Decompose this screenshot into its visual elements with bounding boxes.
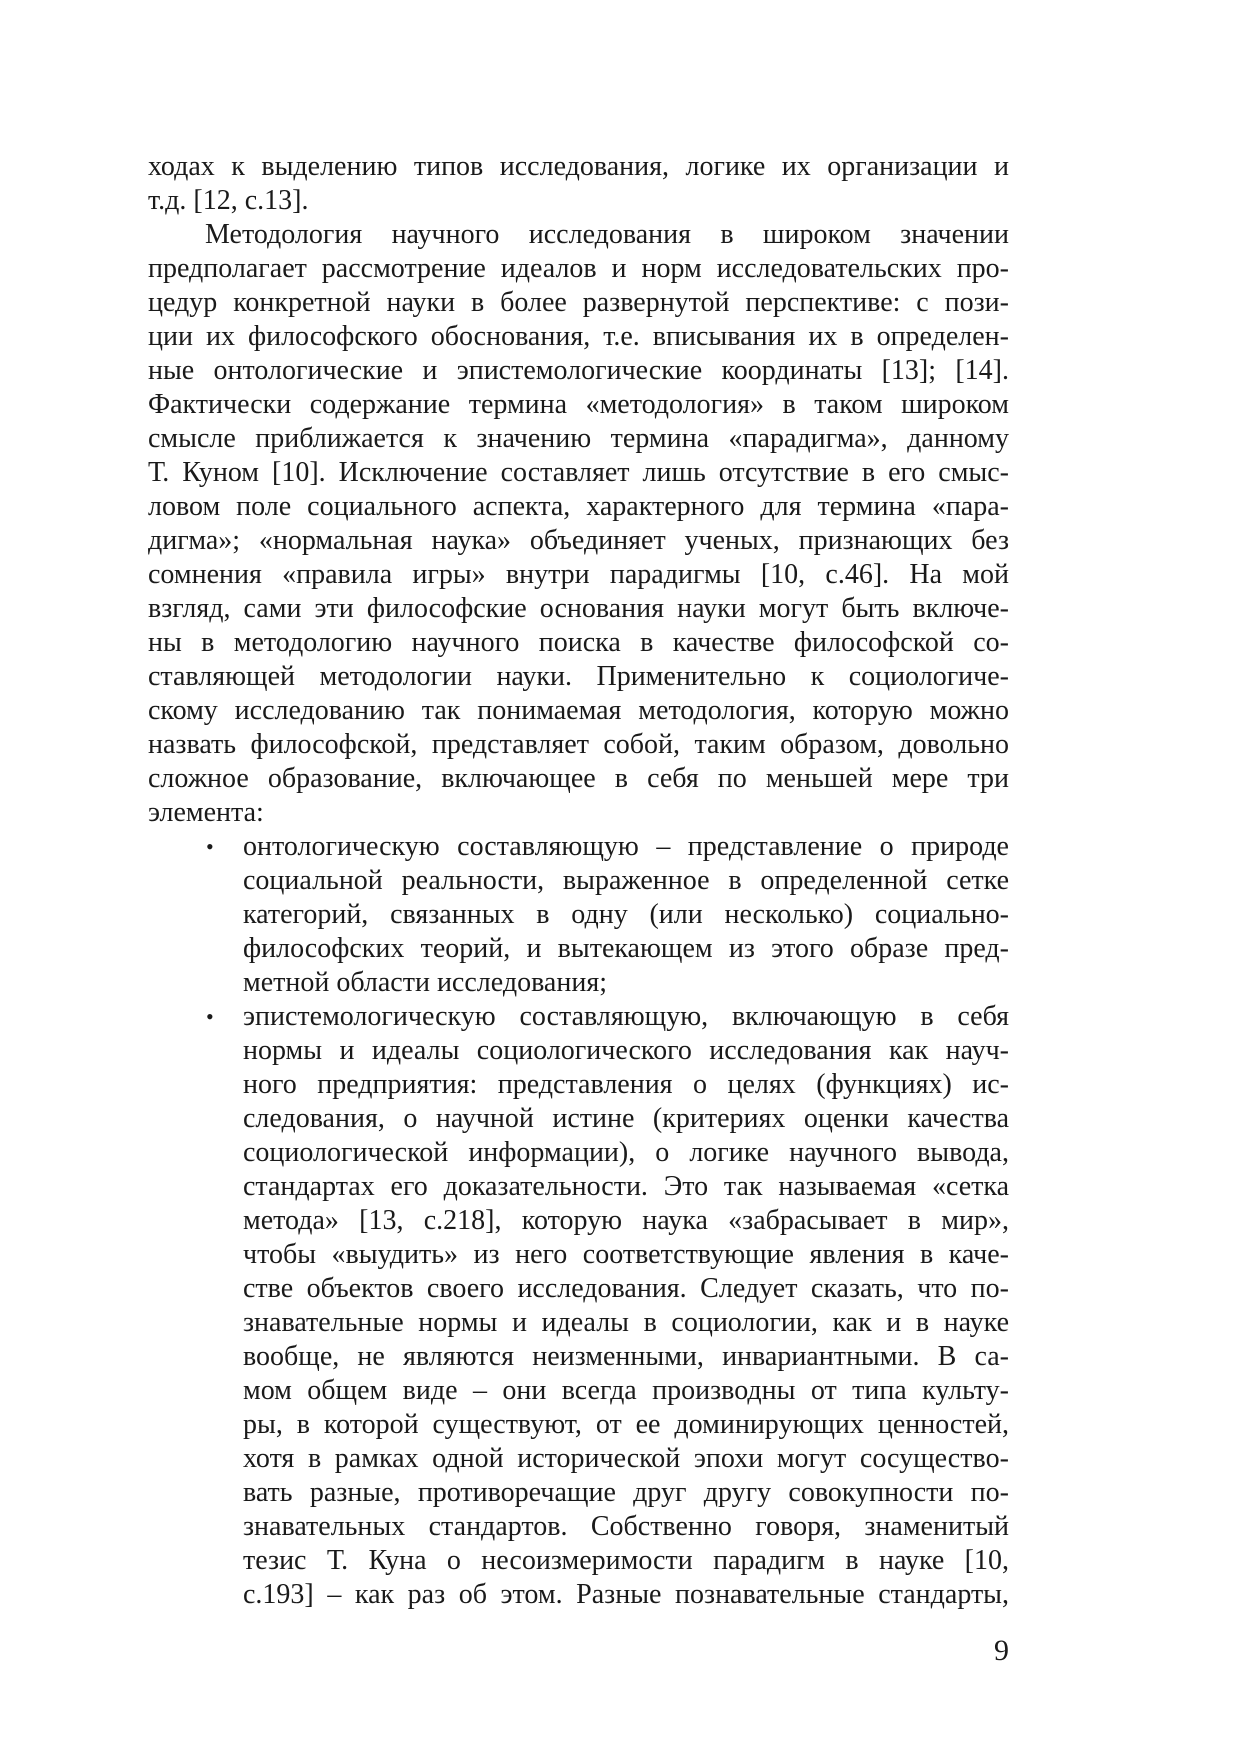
text-line: взгляд, сами эти философские основания науки могут быть включе- [148, 593, 1009, 624]
paragraph-continuation [148, 150, 1009, 218]
text-line: знавательных стандартов. Собственно говоря, знаменитый [243, 1511, 1009, 1542]
text-line: смысле приближается к значению термина «парадигма», данному [148, 423, 1009, 454]
text-line: Т. Куном [10]. Исключение составляет лишь отсутствие в его смыс- [148, 457, 1009, 488]
text-line: с.193] – как раз об этом. Разные познавательные стандарты, [243, 1579, 1009, 1610]
list-item-ontological [148, 830, 1009, 1000]
text-line: ного предприятия: представления о целях (функциях) ис- [243, 1069, 1009, 1100]
text-line: метода» [13, с.218], которую наука «забрасывает в мир», [243, 1205, 1009, 1236]
text-line: ходах к выделению типов исследования, логике их организации и [148, 151, 1009, 182]
text-line: метной области исследования; [243, 967, 607, 998]
text-line: тезис Т. Куна о несоизмеримости парадигм в науке [10, [243, 1545, 1009, 1576]
text-line: ры, в которой существуют, от ее доминирующих ценностей, [243, 1409, 1009, 1440]
text-line: чтобы «выудить» из него соответствующие явления в каче- [243, 1239, 1009, 1270]
text-line: вообще, не являются неизменными, инвариантными. В са- [243, 1341, 1009, 1372]
text-line: вать разные, противоречащие друг другу совокупности по- [243, 1477, 1009, 1508]
text-line: стве объектов своего исследования. Следует сказать, что по- [243, 1273, 1009, 1304]
text-line: цедур конкретной науки в более развернутой перспективе: с пози- [148, 287, 1009, 318]
text-line: ставляющей методологии науки. Применительно к социологиче- [148, 661, 1009, 692]
text-line: мом общем виде – они всегда производны от типа культу- [243, 1375, 1009, 1406]
text-line: онтологическую составляющую – представление о природе [243, 831, 1009, 862]
text-line: ловом поле социального аспекта, характерного для термина «пара- [148, 491, 1009, 522]
text-line: скому исследованию так понимаемая методология, которую можно [148, 695, 1009, 726]
text-line: сомнения «правила игры» внутри парадигмы [10, с.46]. На мой [148, 559, 1009, 590]
text-line: ные онтологические и эпистемологические координаты [13]; [14]. [148, 355, 1009, 386]
text-line: категорий, связанных в одну (или несколько) социально- [243, 899, 1009, 930]
text-line: ции их философского обоснования, т.е. вписывания их в определен- [148, 321, 1009, 352]
bullet-list [148, 830, 1009, 1612]
text-line: философских теорий, и вытекающем из этого образе пред- [243, 933, 1009, 964]
text-line: социальной реальности, выраженное в определенной сетке [243, 865, 1009, 896]
bullet-icon: • [206, 1004, 214, 1029]
bullet-icon: • [206, 834, 214, 859]
text-line: социологической информации), о логике научного вывода, [243, 1137, 1009, 1168]
list-item-epistemological [148, 1000, 1009, 1612]
text-line: следования, о научной истине (критериях оценки качества [243, 1103, 1009, 1134]
text-line: нормы и идеалы социологического исследования как науч- [243, 1035, 1009, 1066]
text-line: Методология научного исследования в широком значении [205, 219, 1009, 250]
text-line: знавательные нормы и идеалы в социологии, как и в науке [243, 1307, 1009, 1338]
text-line: эпистемологическую составляющую, включающую в себя [243, 1001, 1009, 1032]
text-line: стандартах его доказательности. Это так называемая «сетка [243, 1171, 1009, 1202]
paragraph-methodology [148, 218, 1009, 830]
text-line: элемента: [148, 797, 264, 828]
page-number: 9 [994, 1634, 1009, 1667]
text-line: сложное образование, включающее в себя по меньшей мере три [148, 763, 1009, 794]
text-line: дигма»; «нормальная наука» объединяет ученых, признающих без [148, 525, 1009, 556]
text-line: т.д. [12, с.13]. [148, 185, 309, 216]
text-line: Фактически содержание термина «методология» в таком широком [148, 389, 1009, 420]
text-line: назвать философской, представляет собой, таким образом, довольно [148, 729, 1009, 760]
text-line: предполагает рассмотрение идеалов и норм исследовательских про- [148, 253, 1009, 284]
text-line: хотя в рамках одной исторической эпохи могут сосуществo- [243, 1443, 1009, 1474]
text-line: ны в методологию научного поиска в качестве философской со- [148, 627, 1009, 658]
